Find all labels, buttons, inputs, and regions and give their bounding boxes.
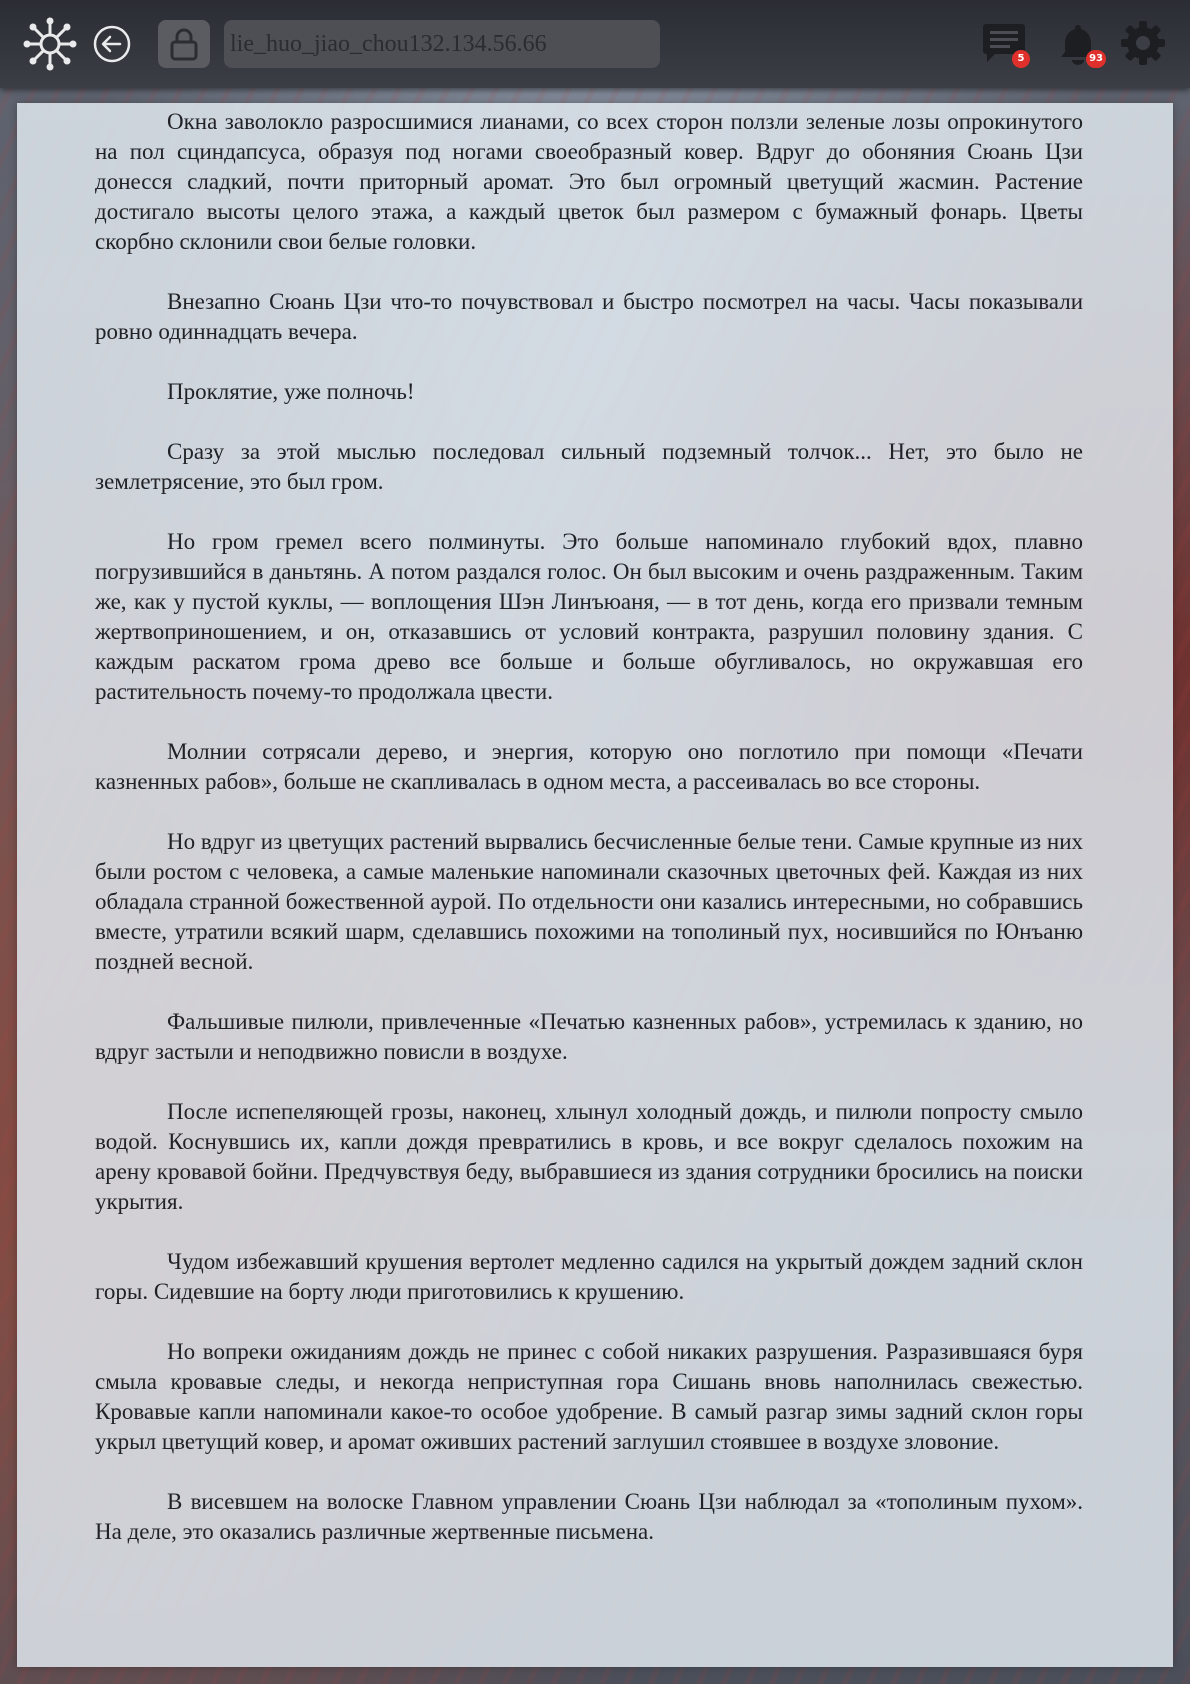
notifications-count-badge: 93 [1086,50,1106,68]
paragraph: Внезапно Сюань Цзи что-то почувствовал и быстро посмотрел на часы. Часы показывали ровно одиннадцать вечера. [95,289,1083,344]
paragraph: Но вдруг из цветущих растений вырвались бесчисленные белые тени. Самые крупные из них были ростом с человека, а самые маленькие напоминали сказочных цветочных фей. Каждая из них обладала странной божественной аурой. По отдельности они казались интересными, но собравшись вместе, утратили всякий шарм, сделавшись похожими на тополиный пух, носившийся по Юнъаню поздней весной. [95,829,1083,974]
messages-button[interactable] [980,22,1028,66]
top-bar [0,0,1190,88]
paragraph: Чудом избежавший крушения вертолет медленно садился на укрытый дождем задний склон горы. Сидевшие на борту люди приготовились к крушению. [95,1249,1083,1304]
paragraph: В висевшем на волоске Главном управлении Сюань Цзи наблюдал за «тополиным пухом». На деле, это оказались различные жертвенные письмена. [95,1489,1083,1544]
paragraph: Сразу за этой мыслью последовал сильный подземный толчок... Нет, это было не землетрясение, это был гром. [95,439,1083,494]
paragraph: Фальшивые пилюли, привлеченные «Печатью казненных рабов», устремилась к зданию, но вдруг застыли и неподвижно повисли в воздухе. [95,1009,1083,1064]
lock-icon [169,27,199,61]
notifications-button[interactable] [1056,20,1103,68]
paragraph: Молнии сотрясали дерево, и энергия, которую оно поглотило при помощи «Печати казненных рабов», больше не скапливалась в одном места, а рассеивалась во все стороны. [95,739,1083,794]
reader-panel[interactable] [17,103,1173,1667]
paragraph: Но гром гремел всего полминуты. Это больше напоминало глубокий вдох, плавно погрузившийся в даньтянь. А потом раздался голос. Он был высоким и очень раздраженным. Таким же, как у пустой куклы, — воплощения Шэн Линъюаня, — в тот день, когда его призвали темным жертвоприношением, и он, отказавшись от условий контракта, разрушил половину здания. С каждым раскатом грома древо все больше и больше обугливалось, но окружавшая его растительность почему-то продолжала цвести. [95,529,1083,704]
chapter-text [95,103,1083,1577]
back-button[interactable] [92,24,132,64]
paragraph: Но вопреки ожиданиям дождь не принес с собой никаких разрушения. Разразившаяся буря смыла кровавые следы, и некогда неприступная гора Сишань вновь наполнилась свежестью. Кровавые капли напоминали какое-то особое удобрение. В самый разгар зимы задний склон горы укрыл цветущий ковер, и аромат оживших растений заглушил стоявшее в воздухе зловоние. [95,1339,1083,1454]
address-field[interactable]: lie_huo_jiao_chou132.134.56.66 [224,20,660,68]
settings-button[interactable] [1118,18,1168,68]
lock-button[interactable] [158,20,210,68]
paragraph: Окна заволокло разросшимися лианами, со всех сторон ползли зеленые лозы опрокинутого на пол сциндапсуса, образуя под ногами своеобразный ковер. Вдруг до обоняния Сюань Цзи донесся сладкий, почти приторный аромат. Это был огромный цветущий жасмин. Растение достигало высоты целого этажа, а каждый цветок был размером с бумажный фонарь. Цветы скорбно склонили свои белые головки. [95,109,1083,254]
network-hub-icon[interactable] [22,16,78,72]
gear-icon [1119,19,1167,67]
paragraph: После испепеляющей грозы, наконец, хлынул холодный дождь, и пилюли попросту смыло водой. Коснувшись их, капли дождя превратились в кровь, и все вокруг сделалось похожим на арену кровавой бойни. Предчувствуя беду, выбравшиеся из здания сотрудники бросились на поиски укрытия. [95,1099,1083,1214]
back-arrow-icon [92,24,132,64]
messages-count-badge: 5 [1012,50,1030,68]
paragraph: Проклятие, уже полночь! [167,379,415,404]
